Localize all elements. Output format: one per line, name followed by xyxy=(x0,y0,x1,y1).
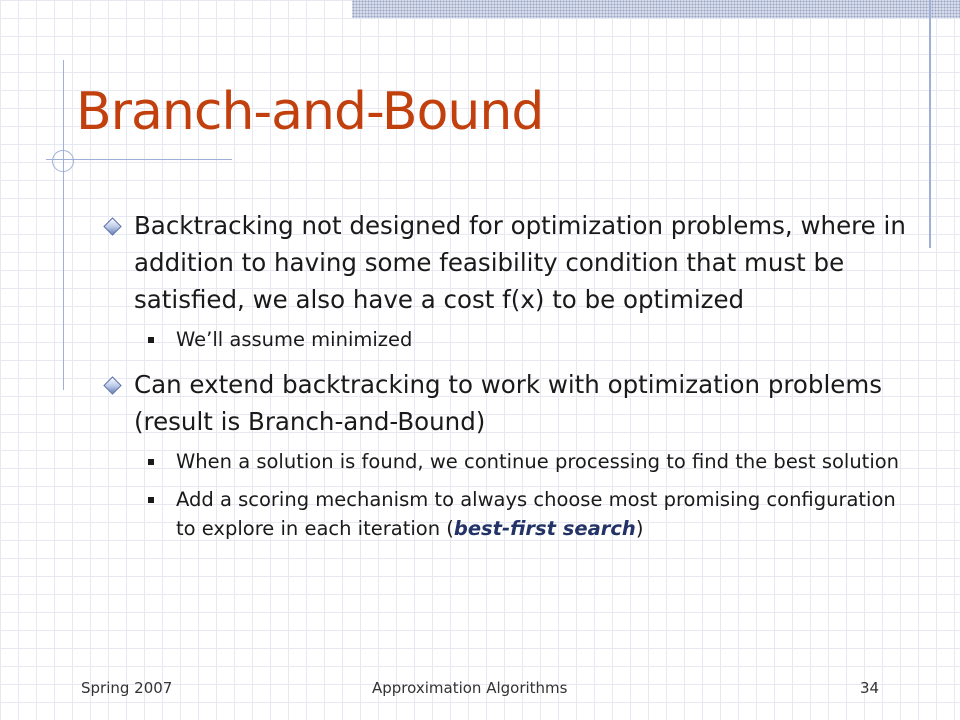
bullet-item-2 xyxy=(100,366,920,440)
sub-bullet-item-2-1 xyxy=(146,447,920,476)
sub-bullet-text-before: Add a scoring mechanism to always choose most promising configuration to explore in each iteration ( xyxy=(176,488,896,540)
decorative-circle-icon xyxy=(52,150,74,172)
slide-body xyxy=(100,207,920,543)
square-bullet-icon xyxy=(148,497,154,503)
square-bullet-icon xyxy=(148,337,154,343)
decorative-top-band xyxy=(352,0,960,18)
sub-bullet-item-1-1 xyxy=(146,325,920,354)
sub-bullet-text: When a solution is found, we continue processing to find the best solution xyxy=(176,450,900,473)
sub-bullet-item-2-2 xyxy=(146,485,920,543)
slide-title: Branch-and-Bound xyxy=(76,82,544,142)
diamond-bullet-icon xyxy=(103,376,121,394)
sub-bullet-text: We’ll assume minimized xyxy=(176,328,413,351)
square-bullet-icon xyxy=(148,459,154,465)
footer-date: Spring 2007 xyxy=(81,679,173,697)
sub-bullet-text-after: ) xyxy=(635,517,644,540)
footer-course-title: Approximation Algorithms xyxy=(372,679,568,697)
decorative-vertical-line-right xyxy=(929,0,931,248)
bullet-text: Backtracking not designed for optimization problems, where in addition to having some feasibility condition that must be satisfied, we also have a cost f(x) to be optimized xyxy=(134,211,906,314)
bullet-text: Can extend backtracking to work with optimization problems (result is Branch-and-Bound) xyxy=(134,370,882,436)
footer-page-number: 34 xyxy=(860,679,880,697)
diamond-bullet-icon xyxy=(103,217,121,235)
decorative-vertical-line-left xyxy=(63,60,64,390)
bullet-item-1 xyxy=(100,207,920,318)
emphasis-text: best-first search xyxy=(453,517,636,540)
